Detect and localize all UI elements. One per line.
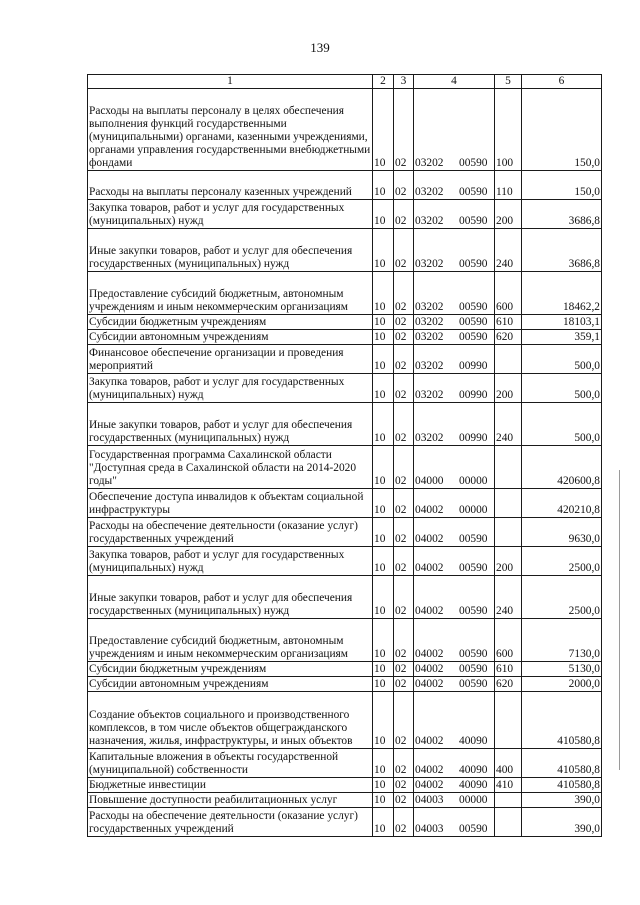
row-subsection: 02: [394, 547, 414, 576]
target-article-direction: 00590: [459, 331, 488, 343]
row-target-article: [414, 662, 495, 677]
row-name: Закупка товаров, работ и услуг для государственных (муниципальных) нужд: [88, 374, 373, 403]
row-expense-type: 200: [495, 547, 522, 576]
table-row: [88, 200, 602, 229]
row-subsection: 02: [394, 345, 414, 374]
row-expense-type: 240: [495, 403, 522, 446]
row-target-article: [414, 315, 495, 330]
row-expense-type: 620: [495, 677, 522, 692]
row-target-article: [414, 200, 495, 229]
row-section: 10: [373, 518, 394, 547]
row-expense-type: 100: [495, 89, 522, 171]
column-header-target-article: 4: [414, 75, 495, 89]
row-amount: 410580,8: [522, 692, 602, 749]
row-section: 10: [373, 576, 394, 619]
row-subsection: 02: [394, 89, 414, 171]
row-name: Закупка товаров, работ и услуг для государственных (муниципальных) нужд: [88, 200, 373, 229]
table-row: [88, 229, 602, 272]
target-article-program: 04002: [415, 605, 444, 617]
target-article-program: 03202: [415, 331, 444, 343]
row-target-article: [414, 374, 495, 403]
row-amount: 2000,0: [522, 677, 602, 692]
row-target-article: [414, 749, 495, 778]
row-subsection: 02: [394, 374, 414, 403]
row-section: 10: [373, 345, 394, 374]
row-section: 10: [373, 403, 394, 446]
row-expense-type: 200: [495, 200, 522, 229]
row-subsection: 02: [394, 229, 414, 272]
row-section: 10: [373, 489, 394, 518]
target-article-direction: 00590: [459, 823, 488, 835]
row-expense-type: [495, 808, 522, 837]
row-target-article: [414, 330, 495, 345]
target-article-program: 04002: [415, 663, 444, 675]
table-body: [88, 89, 602, 837]
target-article-direction: 00590: [459, 258, 488, 270]
row-amount: 359,1: [522, 330, 602, 345]
row-subsection: 02: [394, 677, 414, 692]
row-subsection: 02: [394, 692, 414, 749]
target-article-direction: 00590: [459, 663, 488, 675]
target-article-direction: 00000: [459, 504, 488, 516]
row-subsection: 02: [394, 778, 414, 793]
column-header-subsection: 3: [394, 75, 414, 89]
row-expense-type: 240: [495, 576, 522, 619]
target-article-program: 03202: [415, 301, 444, 313]
table-row: [88, 677, 602, 692]
table-row: [88, 446, 602, 489]
target-article-direction: 00590: [459, 316, 488, 328]
row-subsection: 02: [394, 330, 414, 345]
target-article-direction: 40090: [459, 764, 488, 776]
table-row: [88, 692, 602, 749]
row-amount: 150,0: [522, 171, 602, 200]
target-article-direction: 40090: [459, 735, 488, 747]
table-row: [88, 749, 602, 778]
row-amount: 2500,0: [522, 576, 602, 619]
target-article-direction: 00590: [459, 605, 488, 617]
target-article-direction: 00000: [459, 794, 488, 806]
target-article-direction: 00590: [459, 648, 488, 660]
table-row: [88, 374, 602, 403]
target-article-direction: 00990: [459, 389, 488, 401]
target-article-program: 04002: [415, 533, 444, 545]
table-row: [88, 330, 602, 345]
target-article-program: 04002: [415, 764, 444, 776]
row-amount: 410580,8: [522, 749, 602, 778]
table-row: [88, 345, 602, 374]
row-expense-type: [495, 489, 522, 518]
row-expense-type: [495, 446, 522, 489]
row-target-article: [414, 677, 495, 692]
scan-edge-line: [619, 470, 620, 770]
row-amount: 9630,0: [522, 518, 602, 547]
row-section: 10: [373, 229, 394, 272]
target-article-program: 04000: [415, 475, 444, 487]
column-header-amount: 6: [522, 75, 602, 89]
target-article-direction: 00590: [459, 678, 488, 690]
target-article-direction: 00000: [459, 475, 488, 487]
target-article-program: 03202: [415, 186, 444, 198]
row-expense-type: 610: [495, 315, 522, 330]
row-name: Иные закупки товаров, работ и услуг для обеспечения государственных (муниципальных) нужд: [88, 229, 373, 272]
target-article-program: 04002: [415, 678, 444, 690]
row-expense-type: 400: [495, 749, 522, 778]
row-target-article: [414, 518, 495, 547]
row-subsection: 02: [394, 793, 414, 808]
row-amount: 390,0: [522, 793, 602, 808]
row-section: 10: [373, 808, 394, 837]
target-article-program: 04002: [415, 648, 444, 660]
row-name: Обеспечение доступа инвалидов к объектам социальной инфраструктуры: [88, 489, 373, 518]
row-subsection: 02: [394, 403, 414, 446]
row-section: 10: [373, 330, 394, 345]
row-subsection: 02: [394, 446, 414, 489]
row-subsection: 02: [394, 518, 414, 547]
row-section: 10: [373, 662, 394, 677]
target-article-direction: 00990: [459, 432, 488, 444]
budget-table: [87, 74, 602, 837]
target-article-program: 04003: [415, 794, 444, 806]
row-name: Бюджетные инвестиции: [88, 778, 373, 793]
row-expense-type: 610: [495, 662, 522, 677]
row-subsection: 02: [394, 171, 414, 200]
row-section: 10: [373, 272, 394, 315]
row-expense-type: 600: [495, 272, 522, 315]
row-target-article: [414, 229, 495, 272]
row-target-article: [414, 489, 495, 518]
row-target-article: [414, 171, 495, 200]
target-article-program: 03202: [415, 432, 444, 444]
table-row: [88, 793, 602, 808]
row-expense-type: 110: [495, 171, 522, 200]
row-name: Расходы на обеспечение деятельности (оказание услуг) государственных учреждений: [88, 518, 373, 547]
target-article-direction: 00590: [459, 215, 488, 227]
row-section: 10: [373, 793, 394, 808]
table-row: [88, 518, 602, 547]
table-row: [88, 547, 602, 576]
target-article-program: 03202: [415, 389, 444, 401]
table-row: [88, 272, 602, 315]
row-amount: 18462,2: [522, 272, 602, 315]
row-section: 10: [373, 547, 394, 576]
row-section: 10: [373, 89, 394, 171]
row-name: Закупка товаров, работ и услуг для государственных (муниципальных) нужд: [88, 547, 373, 576]
row-amount: 500,0: [522, 374, 602, 403]
row-section: 10: [373, 446, 394, 489]
row-section: 10: [373, 749, 394, 778]
target-article-direction: 00990: [459, 360, 488, 372]
target-article-program: 03202: [415, 316, 444, 328]
row-name: Повышение доступности реабилитационных услуг: [88, 793, 373, 808]
row-name: Предоставление субсидий бюджетным, автономным учреждениям и иным некоммерческим организациям: [88, 272, 373, 315]
row-name: Субсидии автономным учреждениям: [88, 677, 373, 692]
table-row: [88, 778, 602, 793]
table-row: [88, 808, 602, 837]
target-article-direction: 00590: [459, 562, 488, 574]
row-amount: 18103,1: [522, 315, 602, 330]
column-header-section: 2: [373, 75, 394, 89]
target-article-direction: 00590: [459, 301, 488, 313]
row-name: Субсидии бюджетным учреждениям: [88, 315, 373, 330]
row-name: Финансовое обеспечение организации и проведения мероприятий: [88, 345, 373, 374]
target-article-program: 04002: [415, 779, 444, 791]
table-row: [88, 315, 602, 330]
row-subsection: 02: [394, 489, 414, 518]
row-target-article: [414, 778, 495, 793]
row-name: Предоставление субсидий бюджетным, автономным учреждениям и иным некоммерческим организациям: [88, 619, 373, 662]
target-article-direction: 00590: [459, 186, 488, 198]
row-section: 10: [373, 374, 394, 403]
target-article-program: 04003: [415, 823, 444, 835]
row-name: Расходы на выплаты персоналу казенных учреждений: [88, 171, 373, 200]
row-section: 10: [373, 677, 394, 692]
row-expense-type: 410: [495, 778, 522, 793]
column-header-expense-type: 5: [495, 75, 522, 89]
row-amount: 3686,8: [522, 200, 602, 229]
row-subsection: 02: [394, 272, 414, 315]
table-row: [88, 619, 602, 662]
table-row: [88, 403, 602, 446]
row-subsection: 02: [394, 662, 414, 677]
row-section: 10: [373, 778, 394, 793]
row-expense-type: [495, 345, 522, 374]
row-subsection: 02: [394, 315, 414, 330]
row-expense-type: 240: [495, 229, 522, 272]
row-target-article: [414, 619, 495, 662]
row-target-article: [414, 345, 495, 374]
target-article-program: 03202: [415, 215, 444, 227]
row-amount: 420600,8: [522, 446, 602, 489]
row-target-article: [414, 692, 495, 749]
row-expense-type: 200: [495, 374, 522, 403]
row-name: Субсидии автономным учреждениям: [88, 330, 373, 345]
row-subsection: 02: [394, 808, 414, 837]
row-amount: 150,0: [522, 89, 602, 171]
row-expense-type: [495, 518, 522, 547]
row-target-article: [414, 793, 495, 808]
target-article-direction: 40090: [459, 779, 488, 791]
row-name: Иные закупки товаров, работ и услуг для обеспечения государственных (муниципальных) нужд: [88, 576, 373, 619]
target-article-program: 03202: [415, 258, 444, 270]
row-amount: 3686,8: [522, 229, 602, 272]
row-expense-type: 600: [495, 619, 522, 662]
row-name: Субсидии бюджетным учреждениям: [88, 662, 373, 677]
target-article-program: 03202: [415, 157, 444, 169]
row-expense-type: 620: [495, 330, 522, 345]
table-row: [88, 171, 602, 200]
row-name: Расходы на выплаты персоналу в целях обеспечения выполнения функций государственными (муниципальными) органами, казенными учреждениями, органами управления государственными внебюджетными фондами: [88, 89, 373, 171]
row-target-article: [414, 547, 495, 576]
table-row: [88, 89, 602, 171]
target-article-program: 04002: [415, 562, 444, 574]
target-article-program: 04002: [415, 504, 444, 516]
row-name: Государственная программа Сахалинской области "Доступная среда в Сахалинской области на 2014-2020 годы": [88, 446, 373, 489]
target-article-direction: 00590: [459, 157, 488, 169]
table-row: [88, 489, 602, 518]
row-section: 10: [373, 692, 394, 749]
row-name: Иные закупки товаров, работ и услуг для обеспечения государственных (муниципальных) нужд: [88, 403, 373, 446]
table-header-row: [88, 75, 602, 89]
row-section: 10: [373, 200, 394, 229]
row-amount: 390,0: [522, 808, 602, 837]
row-target-article: [414, 89, 495, 171]
row-expense-type: [495, 793, 522, 808]
row-target-article: [414, 576, 495, 619]
target-article-program: 04002: [415, 735, 444, 747]
row-name: Создание объектов социального и производственного комплексов, в том числе объектов общегражданского назначения, жилья, инфраструктуры, и иных объектов: [88, 692, 373, 749]
row-target-article: [414, 808, 495, 837]
row-amount: 7130,0: [522, 619, 602, 662]
row-section: 10: [373, 315, 394, 330]
target-article-direction: 00590: [459, 533, 488, 545]
table-row: [88, 576, 602, 619]
row-target-article: [414, 446, 495, 489]
row-subsection: 02: [394, 200, 414, 229]
target-article-program: 03202: [415, 360, 444, 372]
row-amount: 410580,8: [522, 778, 602, 793]
page-number: 139: [310, 40, 330, 55]
table-row: [88, 662, 602, 677]
row-amount: 5130,0: [522, 662, 602, 677]
row-amount: 500,0: [522, 345, 602, 374]
row-name: Капитальные вложения в объекты государственной (муниципальной) собственности: [88, 749, 373, 778]
row-amount: 420210,8: [522, 489, 602, 518]
row-subsection: 02: [394, 749, 414, 778]
column-header-name: 1: [88, 75, 373, 89]
row-subsection: 02: [394, 619, 414, 662]
row-section: 10: [373, 171, 394, 200]
row-amount: 500,0: [522, 403, 602, 446]
row-name: Расходы на обеспечение деятельности (оказание услуг) государственных учреждений: [88, 808, 373, 837]
row-target-article: [414, 403, 495, 446]
row-target-article: [414, 272, 495, 315]
row-expense-type: [495, 692, 522, 749]
row-section: 10: [373, 619, 394, 662]
row-subsection: 02: [394, 576, 414, 619]
row-amount: 2500,0: [522, 547, 602, 576]
